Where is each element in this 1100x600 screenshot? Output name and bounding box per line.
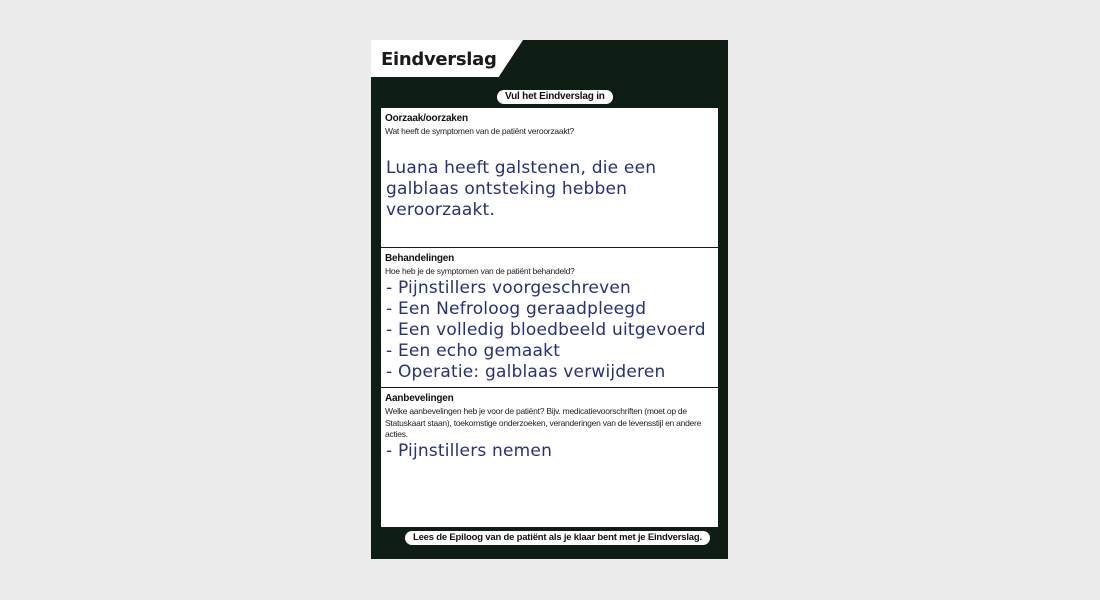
- recommendation-line: - Pijnstillers nemen: [386, 441, 553, 461]
- treatments-title: Behandelingen: [385, 253, 455, 264]
- cause-subtitle: Wat heeft de symptomen van de patiënt veroorzaakt?: [385, 126, 574, 136]
- recommendations-subtitle: Welke aanbevelingen heb je voor de patiënt? Bijv. medicatievoorschriften (moet op de Statuskaart staan), toekomstige onderzoeken, veranderingen van de levensstijl en andere acties.: [385, 406, 702, 439]
- treatment-line: - Operatie: galblaas verwijderen: [386, 362, 666, 382]
- treatments-answer[interactable]: [386, 278, 706, 383]
- instruction-badge: Vul het Eindverslag in: [497, 90, 613, 104]
- recommendations-section: [381, 388, 718, 527]
- treatment-line: - Een Nefroloog geraadpleegd: [386, 299, 647, 319]
- recommendations-answer[interactable]: [386, 441, 552, 462]
- footer-badge: Lees de Epiloog van de patiënt als je klaar bent met je Eindverslag.: [405, 531, 710, 545]
- report-card: [371, 40, 728, 559]
- cause-title: Oorzaak/oorzaken: [385, 113, 468, 124]
- treatment-line: - Een echo gemaakt: [386, 341, 561, 361]
- recommendations-title: Aanbevelingen: [385, 393, 454, 404]
- cause-section: [381, 108, 718, 247]
- treatments-subtitle: Hoe heb je de symptomen van de patiënt behandeld?: [385, 266, 575, 276]
- treatment-line: - Pijnstillers voorgeschreven: [386, 278, 631, 298]
- treatment-line: - Een volledig bloedbeeld uitgevoerd: [386, 320, 706, 340]
- cause-answer[interactable]: Luana heeft galstenen, die een galblaas ontsteking hebben veroorzaakt.: [386, 158, 657, 220]
- treatments-section: [381, 248, 718, 387]
- card-title: Eindverslag: [381, 49, 497, 70]
